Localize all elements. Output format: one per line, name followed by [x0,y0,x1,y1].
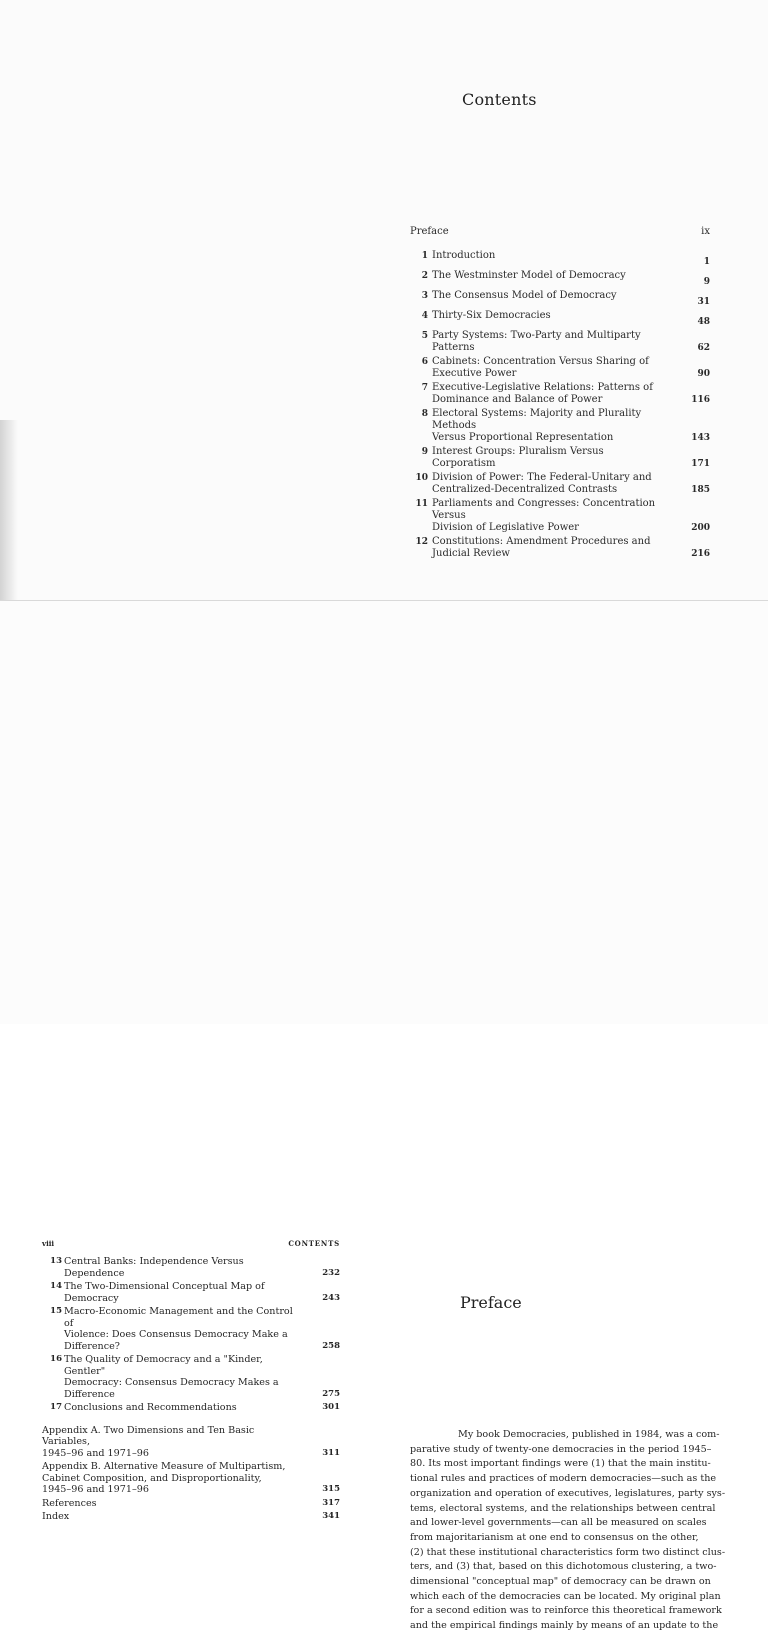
preface-line-2: parative study of twenty-one democracies in the period 1945– [410,1443,712,1455]
chapter-title: Thirty-Six Democracies [432,310,551,321]
chapter-number: 4 [421,311,428,321]
chapter-number: 16 [50,1354,62,1364]
chapter-number: 11 [415,499,428,509]
toc-chapter-17 [42,1402,340,1414]
toc-chapter-15 [42,1306,340,1352]
preface-line-3: 80. Its most important findings were (1) that the main institu- [410,1458,711,1470]
chapter-page: 116 [691,395,710,405]
preface-line-14: and the empirical findings mainly by means of an update to the [410,1620,719,1632]
preface-line-9: (2) that these institutional characteristics form two distinct clus- [410,1546,726,1558]
chapter-number: 7 [421,383,428,393]
toc-chapter-8 [410,408,710,444]
chapter-number: 10 [415,473,428,483]
references-page: 317 [322,1497,340,1508]
chapter-number: 17 [50,1402,62,1412]
toc-preface-label: Preface [410,226,449,237]
toc-preface-page: ix [701,226,710,237]
toc-chapter-4 [410,310,710,328]
appendix-title: Appendix A. Two Dimensions and Ten Basic Variables, 1945–96 and 1971–96 [42,1424,255,1459]
chapter-page: 9 [703,277,710,287]
chapter-number: 15 [50,1306,62,1316]
chapter-number: 13 [50,1256,62,1266]
toc-chapter-14 [42,1281,340,1304]
chapter-number: 12 [415,537,428,547]
preface-line-10: ters, and (3) that, based on this dichotomous clustering, a two- [410,1561,717,1573]
contents-page [0,0,768,601]
chapter-page: 200 [691,523,710,533]
preface-line-7: and lower-level governments—can all be measured on scales [410,1517,707,1529]
preface-line-8: from majoritarianism at one end to consensus on the other, [410,1531,699,1543]
chapter-title: Interest Groups: Pluralism Versus Corporatism [432,446,604,469]
appendix-page: 311 [322,1447,340,1458]
chapter-page: 1 [703,257,710,267]
chapter-title: Macro-Economic Management and the Control of Violence: Does Consensus Democracy Make a Difference? [64,1306,293,1352]
chapter-page: 31 [697,297,710,307]
chapter-number: 5 [421,331,428,341]
chapter-title: Central Banks: Independence Versus Dependence [64,1256,244,1279]
toc-chapter-1 [410,250,710,268]
page-edge-shadow [0,420,18,600]
chapter-title: The Two-Dimensional Conceptual Map of Democracy [64,1281,265,1304]
toc-chapter-9 [410,446,710,470]
chapter-title: The Consensus Model of Democracy [432,290,617,301]
toc-chapter-12 [410,536,710,560]
appendix-title: Appendix B. Alternative Measure of Multipartism, Cabinet Composition, and Disproportionality, 1945–96 and 1971–96 [42,1461,286,1495]
chapter-title: Division of Power: The Federal-Unitary and Centralized-Decentralized Contrasts [432,472,652,495]
lower-spread [0,601,768,1632]
chapter-page: 258 [322,1340,340,1351]
toc-chapter-list [410,250,710,562]
chapter-number: 9 [421,447,428,457]
chapter-page: 243 [322,1292,340,1303]
chapter-title: Party Systems: Two-Party and Multiparty Patterns [432,330,641,353]
chapter-title: Conclusions and Recommendations [64,1402,237,1413]
chapter-page: 275 [322,1388,340,1399]
chapter-page: 216 [691,549,710,559]
toc-chapter-16 [42,1354,340,1400]
preface-paragraph [410,1428,726,1634]
toc-chapter-3 [410,290,710,308]
chapter-page: 171 [691,459,710,469]
index-label: Index [42,1511,70,1522]
preface-line-1 [410,1428,720,1443]
toc-chapter-5 [410,330,710,354]
chapter-page: 90 [697,369,710,379]
preface-line-13: for a second edition was to reinforce this theoretical framework [410,1605,722,1617]
chapter-title: Executive-Legislative Relations: Patterns of Dominance and Balance of Power [432,382,653,405]
preface-line-text: My book Democracies, published in 1984, was a com- [458,1429,720,1440]
toc-chapter-7 [410,382,710,406]
appendix-b-entry [42,1461,340,1496]
chapter-page: 48 [697,317,710,327]
toc-chapter-6 [410,356,710,380]
running-head-contents: CONTENTS [288,1239,340,1248]
toc-chapter-10 [410,472,710,496]
chapter-page: 62 [697,343,710,353]
chapter-title: Parliaments and Congresses: Concentration Versus Division of Legislative Power [432,498,656,533]
chapter-page: 143 [691,433,710,443]
running-head [42,1238,340,1252]
chapter-number: 14 [50,1281,62,1291]
chapter-page: 232 [322,1267,340,1278]
chapter-page: 185 [691,485,710,495]
chapter-title: Cabinets: Concentration Versus Sharing of Executive Power [432,356,649,379]
chapter-title: The Quality of Democracy and a "Kinder, Gentler" Democracy: Consensus Democracy Makes a Difference [64,1354,279,1400]
preface-line-4: tional rules and practices of modern democracies—such as the [410,1473,717,1485]
toc-chapter-2 [410,270,710,288]
toc-chapter-11 [410,498,710,534]
references-entry [42,1498,340,1510]
preface-line-5: organization and operation of executives, legislatures, party sys- [410,1487,726,1499]
preface-line-11: dimensional "conceptual map" of democracy can be drawn on [410,1576,711,1588]
references-label: References [42,1497,97,1509]
contents-heading: Contents [462,90,537,109]
chapter-page: 301 [322,1402,340,1412]
contents-continued-page [42,1238,340,1525]
chapter-title: The Westminster Model of Democracy [432,270,626,281]
preface-line-12: which each of the democracies can be located. My original plan [410,1590,721,1602]
appendix-page: 315 [322,1484,340,1494]
chapter-number: 8 [421,409,428,419]
chapter-title: Introduction [432,250,496,261]
toc-chapter-13 [42,1256,340,1279]
page-number-roman: viii [42,1239,55,1248]
chapter-number: 1 [421,251,428,261]
preface-line-6: tems, electoral systems, and the relationships between central [410,1502,716,1514]
index-page: 341 [322,1511,340,1521]
preface-heading: Preface [460,1293,522,1312]
chapter-title: Constitutions: Amendment Procedures and Judicial Review [432,536,651,559]
index-entry [42,1511,340,1523]
appendix-a-entry [42,1425,340,1460]
chapter-number: 3 [421,291,428,301]
chapter-title: Electoral Systems: Majority and Plurality Methods Versus Proportional Representation [432,408,642,443]
chapter-number: 2 [421,271,428,281]
chapter-number: 6 [421,357,428,367]
toc-preface-entry [410,226,710,240]
